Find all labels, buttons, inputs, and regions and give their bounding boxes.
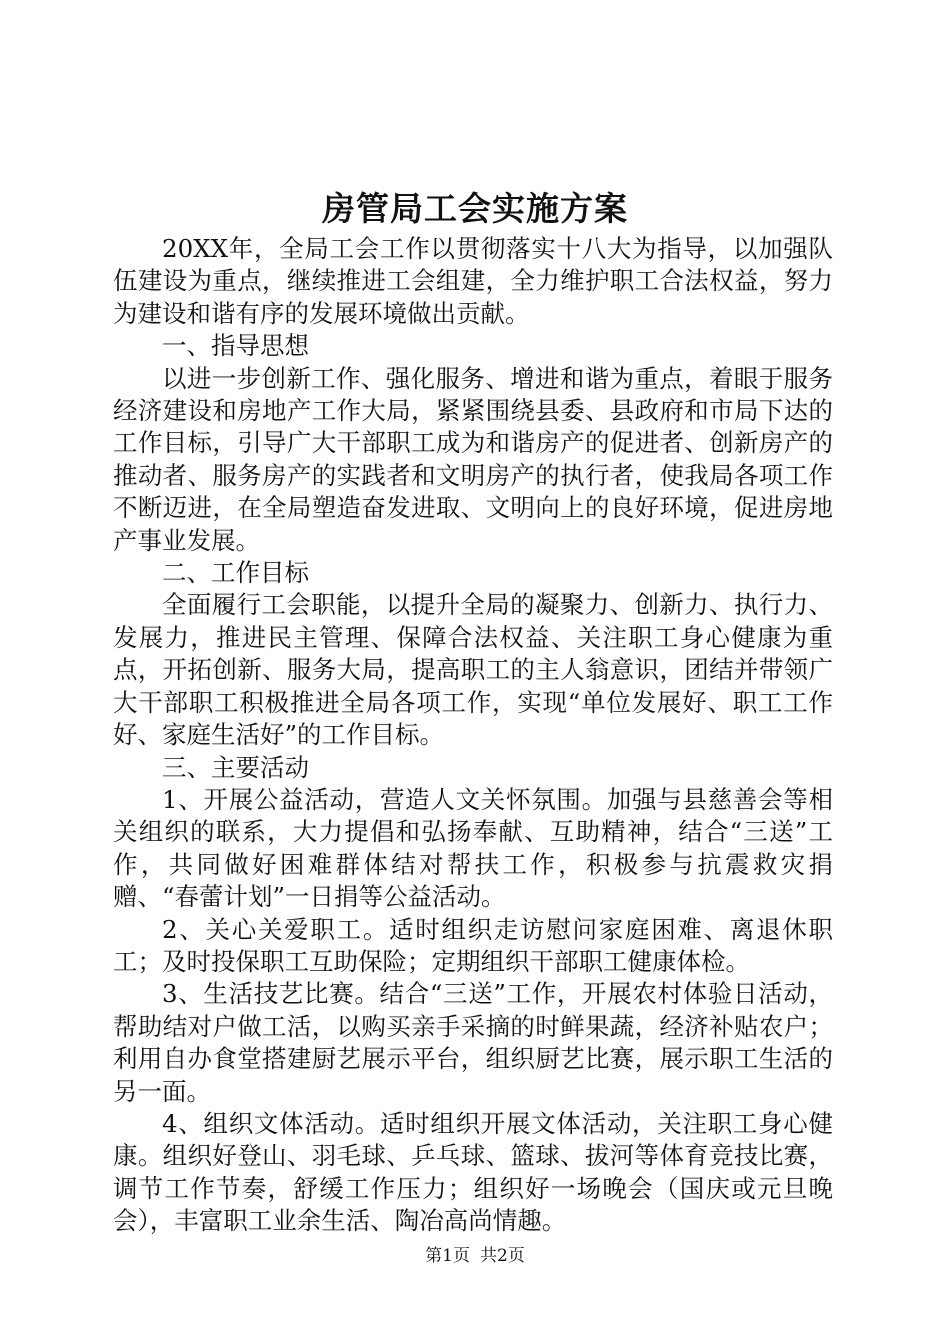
activity-paragraph: 4、组织文体活动。适时组织开展文体活动，关注职工身心健康。组织好登山、羽毛球、乒乓球、篮球、拔河等体育竞技比赛，调节工作节奏，舒缓工作压力；组织好一场晚会（国庆或元旦晚会），丰富职工业余生活、陶冶高尚情趣。 xyxy=(113,1108,833,1236)
section-guiding-ideology xyxy=(113,330,833,557)
section-heading: 一、指导思想 xyxy=(162,331,309,361)
section-paragraph: 全面履行工会职能，以提升全局的凝聚力、创新力、执行力、发展力，推进民主管理、保障合法权益、关注职工身心健康为重点，开拓创新、服务大局，提高职工的主人翁意识，团结并带领广大干部职工积极推进全局各项工作，实现“单位发展好、职工工作好、家庭生活好”的工作目标。 xyxy=(113,590,833,750)
page-total: 共2页 xyxy=(480,1246,525,1266)
page-number: 第1页 xyxy=(425,1246,470,1266)
section-main-activities xyxy=(113,752,833,1238)
section-heading: 二、工作目标 xyxy=(162,558,309,588)
activity-paragraph: 2、关心关爱职工。适时组织走访慰问家庭困难、离退休职工；及时投保职工互助保险；定期组织干部职工健康体检。 xyxy=(113,914,833,976)
activity-paragraph: 3、生活技艺比赛。结合“三送”工作，开展农村体验日活动，帮助结对户做工活，以购买亲手采摘的时鲜果蔬，经济补贴农户；利用自办食堂搭建厨艺展示平台，组织厨艺比赛，展示职工生活的另一面。 xyxy=(113,979,833,1106)
document-title: 房管局工会实施方案 xyxy=(322,189,628,228)
section-work-goals xyxy=(113,557,833,751)
section-heading: 三、主要活动 xyxy=(162,752,309,782)
document-body xyxy=(113,233,833,1238)
page-footer xyxy=(0,1244,950,1268)
section-paragraph: 以进一步创新工作、强化服务、增进和谐为重点，着眼于服务经济建设和房地产工作大局，紧紧围绕县委、县政府和市局下达的工作目标，引导广大干部职工成为和谐房产的促进者、创新房产的推动者、服务房产的实践者和文明房产的执行者，使我局各项工作不断迈进，在全局塑造奋发进取、文明向上的良好环境，促进房地产事业发展。 xyxy=(113,363,833,555)
activity-paragraph: 1、开展公益活动，营造人文关怀氛围。加强与县慈善会等相关组织的联系，大力提倡和弘扬奉献、互助精神，结合“三送”工作，共同做好困难群体结对帮扶工作，积极参与抗震救灾捐赠、“春蕾计划”一日捐等公益活动。 xyxy=(113,784,833,912)
intro-paragraph: 20XX年，全局工会工作以贯彻落实十八大为指导，以加强队伍建设为重点，继续推进工会组建，全力维护职工合法权益，努力为建设和谐有序的发展环境做出贡献。 xyxy=(113,234,833,328)
